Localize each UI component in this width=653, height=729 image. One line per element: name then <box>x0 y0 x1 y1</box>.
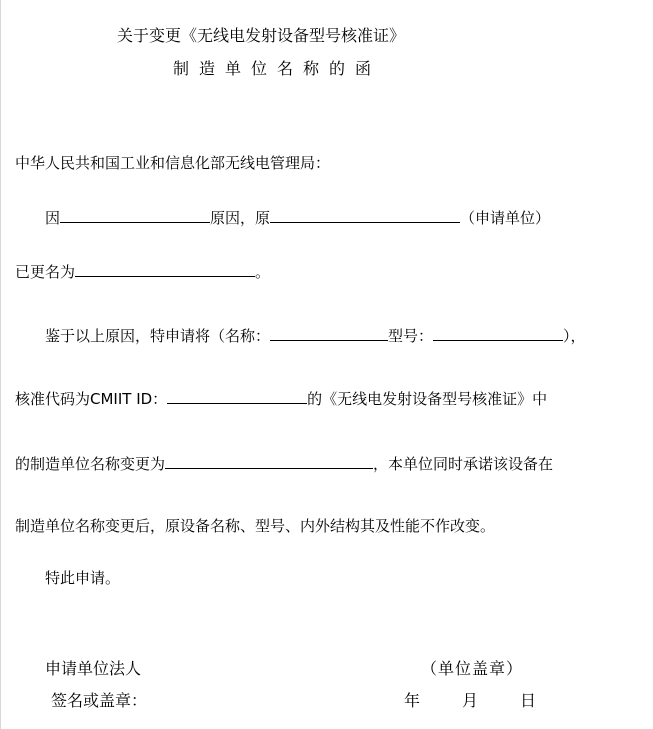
signature-label: 签名或盖章： <box>51 691 148 710</box>
text-certificate: 的《无线电发射设备型号核准证》中 <box>307 390 548 408</box>
text-reason-prefix: 因 <box>45 209 61 227</box>
paragraph-renamed <box>15 262 270 281</box>
paragraph-no-change: 制造单位名称变更后，原设备名称、型号、内外结构其及性能不作改变。 <box>15 517 496 535</box>
date-year: 年 <box>404 691 421 710</box>
title-line-1: 关于变更《无线电发射设备型号核准证》 <box>117 26 406 45</box>
text-model: 型号： <box>388 327 434 345</box>
paragraph-change-to <box>15 454 553 473</box>
paragraph-request <box>45 326 586 345</box>
paragraph-hereby: 特此申请。 <box>45 569 121 587</box>
date-day: 日 <box>520 691 537 710</box>
text-promise: ，本单位同时承诺该设备在 <box>373 455 554 473</box>
blank-reason[interactable] <box>60 208 210 223</box>
paragraph-reason <box>45 208 550 227</box>
blank-cmiit-id[interactable] <box>167 389 307 404</box>
text-renamed-as: 已更名为 <box>15 263 76 281</box>
blank-new-manufacturer[interactable] <box>165 454 373 469</box>
text-request-name: 鉴于以上原因，特申请将（名称： <box>45 327 271 345</box>
text-change-to: 的制造单位名称变更为 <box>15 455 166 473</box>
unit-seal-label: （单位盖章） <box>421 659 524 678</box>
blank-device-name[interactable] <box>270 326 388 341</box>
text-period: 。 <box>255 263 271 281</box>
addressee: 中华人民共和国工业和信息化部无线电管理局： <box>15 154 331 172</box>
blank-new-name[interactable] <box>75 262 255 277</box>
blank-original-applicant[interactable] <box>270 208 460 223</box>
paragraph-cmiit <box>15 389 547 408</box>
blank-device-model[interactable] <box>433 326 563 341</box>
legal-representative-label: 申请单位法人 <box>45 659 142 678</box>
text-cmiit-id: 核准代码为CMIIT ID： <box>15 390 168 408</box>
text-original: 原因，原 <box>210 209 271 227</box>
text-applicant-unit: （申请单位） <box>460 209 551 227</box>
title-line-2: 制造单位名称的函 <box>173 59 382 78</box>
date-month: 月 <box>462 691 479 710</box>
text-close-paren: ）， <box>563 327 586 345</box>
date-line <box>404 692 536 710</box>
